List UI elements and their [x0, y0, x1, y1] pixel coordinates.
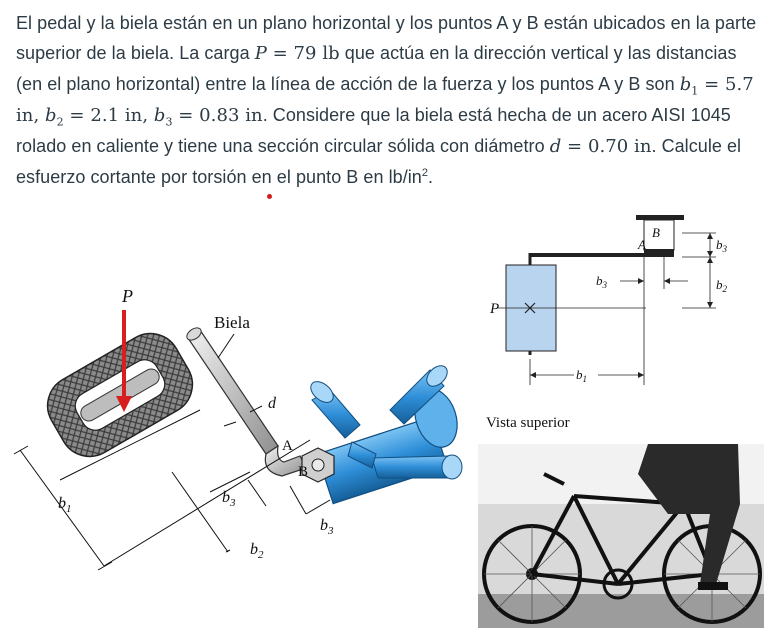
- symbol-b1: b: [679, 74, 692, 95]
- value-b3: = 0.83 in: [172, 105, 263, 126]
- caption-vista-superior: Vista superior: [486, 415, 570, 431]
- symbol-P: P: [254, 43, 267, 64]
- value-P: = 79 lb: [266, 43, 340, 64]
- label-b3-left: $b_3$: [222, 489, 236, 509]
- symbol-b3-sub: 3: [165, 115, 173, 129]
- label-B-top: B: [652, 225, 660, 240]
- symbol-d: d: [549, 136, 562, 157]
- problem-statement: [16, 8, 761, 192]
- label-b1-top: $b_1$: [576, 367, 587, 384]
- label-b3-right: $b_3$: [320, 517, 334, 537]
- label-biela: Biela: [214, 313, 250, 332]
- label-A: A: [282, 438, 293, 454]
- symbol-b1-sub: 1: [691, 84, 699, 98]
- unit-exponent: 2: [421, 167, 429, 179]
- symbol-b3: b: [153, 105, 166, 126]
- bicycle-photo-svg: [478, 444, 764, 628]
- label-B: B: [298, 464, 309, 480]
- bicycle-photo-icon: [478, 444, 764, 628]
- symbol-b2-sub: 2: [56, 115, 64, 129]
- problem-text-1: El pedal y la biela están en un plano horizontal y los puntos A y B están ubicados en la parte superior de la biela. La carga: [16, 13, 757, 63]
- pedal-icon: [37, 323, 204, 468]
- bicycle-frame-icon: [302, 362, 464, 504]
- symbol-b2: b: [45, 105, 57, 126]
- value-b2: = 2.1 in,: [63, 105, 154, 126]
- top-view-figure: [478, 205, 772, 440]
- pedal-crank-figure: [0, 210, 480, 628]
- label-d: d: [268, 395, 276, 412]
- label-P: P: [122, 286, 133, 306]
- support-icon: [636, 215, 684, 220]
- value-d: = 0.70 in: [561, 136, 652, 157]
- value-b1: = 5.7 in,: [16, 74, 754, 126]
- label-b1: $b_1$: [58, 495, 72, 515]
- problem-text-2: que actúa en la dirección vertical y las distancias (en el plano horizontal) entre la línea de acción de la fuerza y los puntos A y B son: [16, 43, 737, 94]
- spellcheck-marker: [267, 194, 272, 199]
- label-b3b-top: $b_3$: [716, 237, 727, 254]
- problem-text-5: .: [428, 167, 434, 187]
- label-b2-top: $b_2$: [716, 277, 727, 294]
- label-P-top: P: [490, 301, 500, 317]
- problem-paragraph: [16, 8, 761, 192]
- problem-text-4: . Calcule el esfuerzo cortante por torsión en el punto B en lb/in: [16, 136, 742, 187]
- problem-text-3: . Considere que la biela está hecha de un acero AISI 1045 rolado en caliente y tiene una sección circular sólida con diámetro: [16, 105, 731, 156]
- label-b3a-top: $b_3$: [596, 273, 607, 290]
- label-b2: $b_2$: [250, 541, 264, 561]
- label-A-top: A: [638, 237, 646, 252]
